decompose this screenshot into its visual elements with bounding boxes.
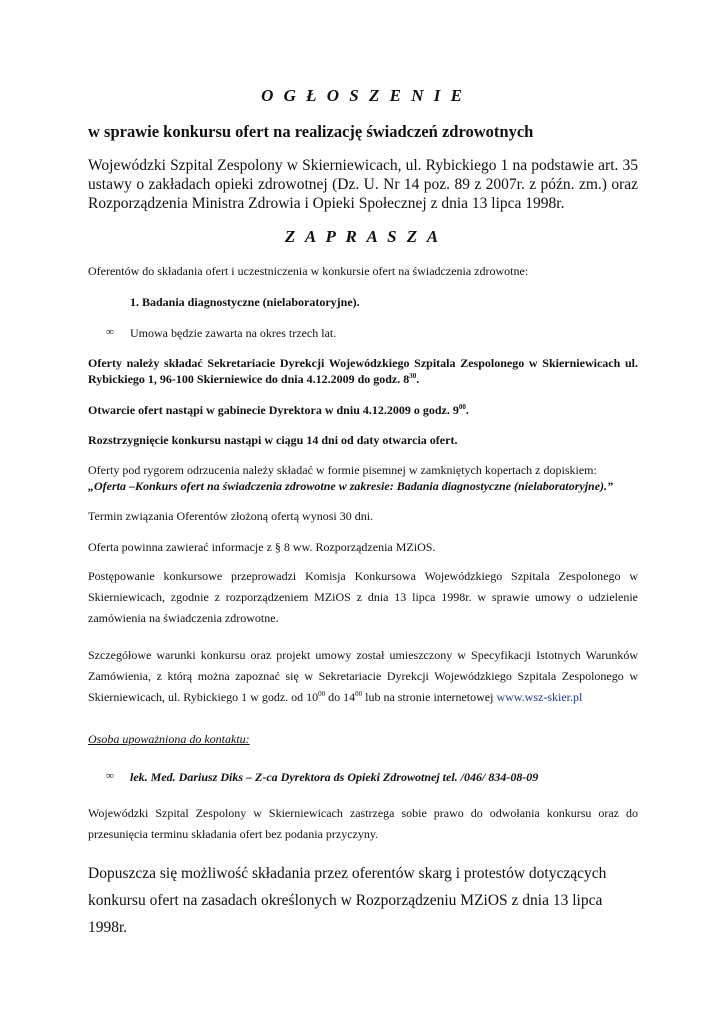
item-diagnostics: 1. Badania diagnostyczne (nielaboratoryjne). xyxy=(130,295,360,309)
contact-person: lek. Med. Dariusz Diks – Z-ca Dyrektora ds Opieki Zdrowotnej tel. /046/ 834-08-09 xyxy=(130,770,539,784)
info-required: Oferta powinna zawierać informacje z § 8 ww. Rozporządzenia MZiOS. xyxy=(88,540,436,554)
offers-open: Otwarcie ofert nastąpi w gabinecie Dyrektora w dniu 4.12.2009 o godz. $9^{00}$. xyxy=(88,403,469,417)
page-title: O G Ł O S Z E N I E xyxy=(261,86,465,105)
offers-submit: Oferty należy składać Sekretariacie Dyrekcji Wojewódzkiego Szpitala Zespolonego w Skierniewicach ul. Rybickiego 1, 96-100 Skierniewice do dnia 4.12.2009 do godz. $8^{30}$. xyxy=(88,356,638,386)
offers-open-time-sup: 00 xyxy=(458,403,466,411)
page-subtitle: w sprawie konkursu ofert na realizację świadczeń zdrowotnych xyxy=(88,122,534,141)
details-text-2: do 14 xyxy=(325,690,356,704)
bullet-icon: ∞ xyxy=(106,326,114,338)
contact-label: Osoba upoważniona do kontaktu: xyxy=(88,732,250,746)
details-sup-2: 00 xyxy=(355,690,363,698)
invite-text: Oferentów do składania ofert i uczestniczenia w konkursie ofert na świadczenia zdrowotne: xyxy=(88,264,529,278)
details-sup-1: 00 xyxy=(318,690,326,698)
offers-submit-text: Oferty należy składać Sekretariacie Dyrekcji Wojewódzkiego Szpitala Zespolonego w Skierniewicach ul. Rybickiego 1, 96-100 Skierniewice do dnia 4.12.2009 do godz. 8 xyxy=(88,356,638,386)
form-quote: „Oferta –Konkurs ofert na świadczenia zdrowotne w zakresie: Badania diagnostyczne (nielaboratoryjne).” xyxy=(88,479,614,493)
details-text: Szczegółowe warunki konkursu oraz projekt umowy został umieszczony w Specyfikacji Istotnych Warunków Zamówienia, z którą można zapoznać się w Sekretariacie Dyrekcji Wojewódzkiego Szpitala Zespolonego w Skierniewicach, ul. Rybickiego 1 w godz. od 10 xyxy=(88,648,638,704)
bullet-icon: ∞ xyxy=(106,770,114,782)
form-requirements xyxy=(88,462,638,494)
offers-submit-time-sup: 30 xyxy=(409,372,417,380)
offers-open-text: Otwarcie ofert nastąpi w gabinecie Dyrektora w dniu 4.12.2009 o godz. 9 xyxy=(88,403,459,417)
complaints-paragraph: Dopuszcza się możliwość składania przez oferentów skarg i protestów dotyczących konkursu ofert na zasadach określonych w Rozporządzeniu MZiOS z dnia 13 lipca 1998r. xyxy=(88,865,607,936)
intro-paragraph: Wojewódzki Szpital Zespolony w Skierniewicach, ul. Rybickiego 1 na podstawie art. 35 ustawy o zakładach opieki zdrowotnej (Dz. U. Nr 14 poz. 89 z 2007r. z późn. zm.) oraz Rozporządzenia Ministra Zdrowia i Opieki Społecznej z dnia 13 lipca 1998r. xyxy=(88,157,638,212)
details-paragraph xyxy=(88,645,638,708)
website-link[interactable]: www.wsz-skier.pl xyxy=(496,690,583,704)
binding-period: Termin związania Oferentów złożoną ofertą wynosi 30 dni. xyxy=(88,509,374,523)
details-text-3: lub na stronie internetowej xyxy=(362,690,497,704)
form-text: Oferty pod rygorem odrzucenia należy składać w formie pisemnej w zamkniętych kopertach z dopiskiem: xyxy=(88,463,597,477)
contract-period: Umowa będzie zawarta na okres trzech lat. xyxy=(130,326,337,340)
invite-heading: Z A P R A S Z A xyxy=(284,227,442,246)
resolution: Rozstrzygnięcie konkursu nastąpi w ciągu 14 dni od daty otwarcia ofert. xyxy=(88,433,458,447)
procedure-paragraph: Postępowanie konkursowe przeprowadzi Komisja Konkursowa Wojewódzkiego Szpitala Zespolonego w Skierniewicach, zgodnie z rozporządzeniem MZiOS z dnia 13 lipca 1998r. w sprawie umowy o udzielenie zamówienia na świadczenia zdrowotne. xyxy=(88,569,638,625)
reservation-paragraph: Wojewódzki Szpital Zespolony w Skierniewicach zastrzega sobie prawo do odwołania konkursu oraz do przesunięcia terminu składania ofert bez podania przyczyny. xyxy=(88,806,638,841)
